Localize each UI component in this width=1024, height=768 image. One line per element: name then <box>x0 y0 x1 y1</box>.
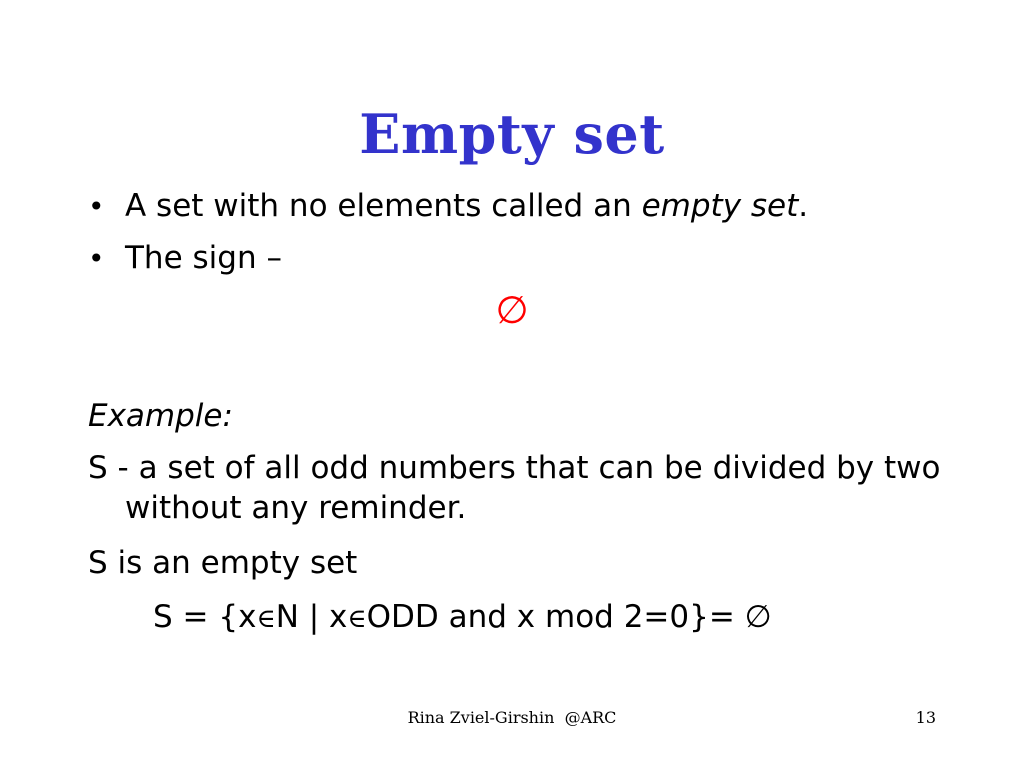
bullet-text <box>125 186 808 226</box>
formula-part: ODD and x mod 2=0}= <box>366 599 745 635</box>
bullet-text-before: A set with no elements called an <box>125 188 642 224</box>
bullet-marker: • <box>88 190 105 223</box>
bullet-text: The sign – <box>125 240 282 276</box>
empty-set-symbol-inline: ∅ <box>744 599 772 635</box>
example-conclusion: S is an empty set <box>88 545 358 581</box>
bullet-item-definition <box>88 186 808 227</box>
example-label: Example: <box>88 398 233 434</box>
bullet-emphasis: empty set <box>641 188 799 224</box>
footer-author: Rina Zviel-Girshin @ARC <box>407 708 617 727</box>
element-of-symbol: ∈ <box>256 604 276 634</box>
bullet-item-sign <box>88 238 282 279</box>
page-number: 13 <box>915 708 936 727</box>
example-paragraph: S - a set of all odd numbers that can be divided by two without any reminder. <box>88 450 941 526</box>
bullet-text-after: . <box>798 188 809 224</box>
set-formula <box>153 597 772 639</box>
empty-set-symbol: ∅ <box>495 288 529 332</box>
element-of-symbol: ∈ <box>347 604 367 634</box>
formula-part: S = {x <box>153 599 257 635</box>
bullet-marker: • <box>88 242 105 275</box>
slide-title: Empty set <box>359 102 665 166</box>
formula-part: N | x <box>275 599 348 635</box>
